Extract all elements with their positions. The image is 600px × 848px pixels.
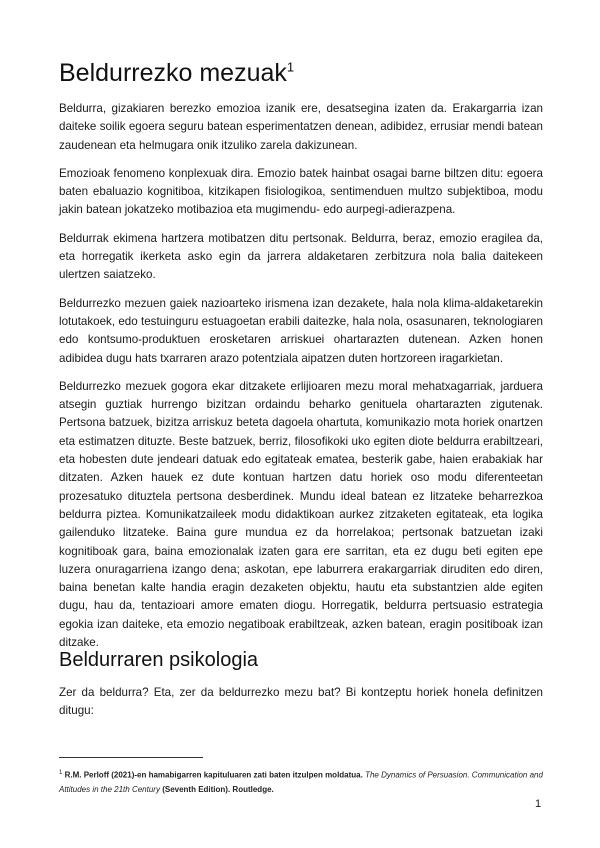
- paragraph: Emozioak fenomeno konplexuak dira. Emozio batek hainbat osagai barne biltzen ditu: egoera baten ebaluazio kognitiboa, kitzikapen fisiologikoa, sentimenduen multzo subjektiboa, modu jakin batean jokatzeko motibazioa eta mugimendu- edo aurpegi-adierazpena.: [59, 166, 543, 217]
- footnote-mark: 1: [59, 770, 63, 776]
- footnote-book-title: The Dynamics of Persuasion. Communication and Attitudes in the 21th Century: [59, 770, 543, 794]
- footnote-separator: [59, 757, 203, 758]
- paragraph: Beldurrezko mezuek gogora ekar ditzakete erlijioaren mezu moral mehatxagarriak, jarduera atsegin guztiak hurrengo bizitzan ordaindu beharko genituela ohartarazten zigutenak. Pertsona batzuek, bizitza arriskuz beteta dagoela ohartuta, komunikazio mota horiek onartzen eta estimatzen dituzte. Beste batzuek, berriz, filosofikoki uko egiten diote beldurra erabiltzeari, eta hobesten dute jendeari datuak edo egitateak ematea, besterik gabe, haien erabakiak har ditzaten. Azken hauek ez dute kontuan hartzen datu horiek oso modu diferenteetan prozesatuko dituztela pertsona desberdinek. Mundu ideal batean ez litzateke beharrezkoa beldurra piztea. Komunikatzaileek modu didaktikoan aurkez zitzaketen egitateak, eta logika gailenduko litzateke. Baina gure mundua ez da horrelakoa; pertsonak batzuetan izaki kognitiboak gara, baina emozionalak izaten gara ere sarritan, eta ez dugu beti egiten epe luzera onuragarriena izango dena; askotan, epe laburrera erakargarriak diruditen edo diren, baina benetan kalte handia eragin dezaketen objektu, hautu eta substantzien alde egiten dugu, hau da, tentazioari amore ematen diogu. Horregatik, beldurra pertsuasio estrategia egokia izan daiteke, eta emozio negatiboak erabiltzeak, azken batean, eragin positiboak izan ditzake.: [59, 379, 543, 650]
- footnote-lead: R.M. Perloff (2021)-en hamabigarren kapituluaren zati baten itzulpen moldatua.: [64, 770, 363, 780]
- paragraph: Beldurrak ekimena hartzera motibatzen ditu pertsonak. Beldurra, beraz, emozio eragilea da, eta horregatik ikerketa asko egin da jarrera aldaketaren zerbitzura nola balia daitekeen ulertzen saiatzeko.: [59, 231, 543, 282]
- body-text: [59, 100, 543, 662]
- section-body: [59, 684, 543, 731]
- footnote-reference[interactable]: 1: [286, 59, 295, 75]
- page-title: [59, 56, 294, 90]
- paragraph: Beldurrezko mezuen gaiek nazioarteko irismena izan dezakete, hala nola klima-aldaketarekin lotutakoek, edo testuinguru estuagoetan erabili daitezke, hala nola, osasunaren, teknologiaren edo kontsumo-produktuen erosketaren arriskuei ohartarazten dutenean. Azken honen adibidea dugu hats txarraren arazo potentziala aipatzen duten hortzoreen iragarkietan.: [59, 296, 543, 365]
- footnote-edition: (Seventh Edition): [162, 784, 228, 794]
- footnote-publisher: . Routledge.: [227, 784, 274, 794]
- footnote: [59, 766, 543, 797]
- section-heading: Beldurraren psikologia: [59, 649, 259, 671]
- paragraph: Zer da beldurra? Eta, zer da beldurrezko mezu bat? Bi kontzeptu horiek honela definitzen ditugu:: [59, 686, 543, 718]
- page-number: 1: [535, 798, 542, 810]
- paragraph: Beldurra, gizakiaren berezko emozioa izanik ere, desatsegina izaten da. Erakargarria izan daiteke soilik egoera seguru batean esperimentatzen denean, adibidez, errusiar mendi batean zaudenean eta helmugara onik itzuliko zarela dakizunean.: [59, 102, 543, 152]
- page-title-text: Beldurrezko mezuak: [59, 59, 287, 87]
